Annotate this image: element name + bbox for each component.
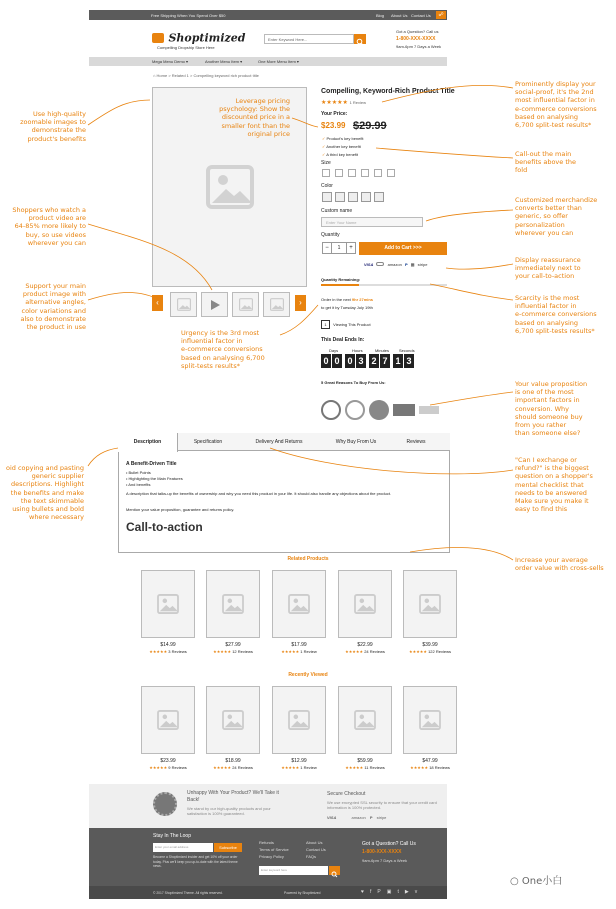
annotation-text: Increase your average order value with cross-sells: [515, 556, 604, 573]
description-bullet-3: • And benefits: [126, 482, 151, 487]
watermark: [510, 872, 562, 887]
arrow-zoom: [88, 100, 150, 125]
tab-specification[interactable]: Specification: [193, 439, 223, 445]
countdown-digit: 0: [345, 354, 355, 368]
description-heading: A Benefit-Driven Title: [126, 461, 177, 467]
product-price: $18.99: [225, 758, 241, 764]
quantity-remaining-label: Quantity Remaining:: [321, 277, 361, 282]
tab-description[interactable]: Description: [118, 433, 178, 452]
arrow-cross-sell: [410, 547, 513, 560]
product-price: $23.99: [160, 758, 176, 764]
countdown-digit: 3: [356, 354, 366, 368]
paypal-icon: P: [369, 815, 373, 820]
twitter-icon[interactable]: t: [397, 889, 399, 895]
delivery-countdown: 9hr 27mins: [351, 297, 374, 302]
product-review-count: 24 Reviews: [232, 765, 253, 770]
product-price: $47.99: [422, 758, 438, 764]
footer-link-contact[interactable]: Contact Us: [306, 847, 326, 852]
footer-link-terms[interactable]: Terms of Service: [259, 847, 289, 852]
review-count: 1 Review: [349, 100, 367, 105]
related-title: Related Products: [287, 556, 329, 562]
product-review-count: 24 Reviews: [364, 649, 385, 654]
footer-email-placeholder: Enter your email address: [155, 845, 189, 849]
secure-checkout-text: We use encrypted SSL security to ensure that your credit card information is 100% protected.: [327, 800, 437, 810]
product-review-count: 1 Review: [300, 765, 317, 770]
arrow-reassure: [446, 264, 513, 269]
secure-checkout-title: Secure Checkout: [327, 791, 366, 797]
check-icon: ✓: [322, 152, 326, 157]
product-title: Compelling, Keyword-Rich Product Title: [321, 88, 455, 95]
annotation-text: Your value proposition is one of the most important factors in conversion. Why should someone buy from you rather than someone else?: [515, 380, 588, 438]
wechat-icon: ○: [510, 876, 519, 887]
product-review-count: 3 Reviews: [168, 649, 187, 654]
heart-icon[interactable]: ♥: [361, 889, 364, 895]
qty-minus-button[interactable]: −: [322, 242, 332, 254]
size-label: Size: [321, 160, 331, 166]
footer-phone: 1-800-XXX-XXXX: [362, 849, 402, 855]
star-rating-icon: ★★★★★: [345, 649, 364, 654]
product-review-count: 11 Reviews: [364, 765, 385, 770]
annotation-text: Prominently display your social-proof, it's the 2nd most influential factor in e-commerce conversions based on analysing 6,700 split-test results*: [515, 80, 597, 130]
footer-search-placeholder: Enter keyword here: [261, 868, 288, 872]
star-rating-icon: ★★★★★: [409, 649, 427, 654]
product-price: $17.99: [291, 642, 307, 648]
star-rating-icon: ★★★★★: [281, 765, 300, 770]
delivery-date: to get it by Tuesday July 19th: [321, 305, 373, 310]
annotation-text: oid copying and pasting generic supplier descriptions. Highlight the benefits and make the text skimmable using bullets and bold where necessary: [5, 464, 84, 522]
logo-tagline: Compelling Dropship Store Here: [157, 45, 215, 50]
amazon-icon: amazon: [351, 815, 366, 820]
vimeo-icon[interactable]: v: [414, 889, 418, 895]
arrow-value-prop: [430, 392, 513, 405]
nav-item-mega-menu[interactable]: Mega Menu Demo ▾: [152, 59, 189, 64]
product-price: $39.99: [422, 642, 438, 648]
annotation-text: Shoppers who watch a product video are 64-85% more likely to buy, so use videos wherever you can: [12, 206, 86, 247]
countdown-seconds-label: Seconds: [399, 348, 415, 353]
tab-reviews[interactable]: Reviews: [406, 439, 426, 445]
header-phone: 1-800-XXX-XXXX: [396, 36, 436, 42]
thumb-next-button[interactable]: ›: [295, 295, 306, 311]
arrow-copy: [88, 448, 118, 466]
footer-link-privacy[interactable]: Privacy Policy: [259, 854, 284, 859]
stripe-icon: stripe: [376, 815, 387, 820]
qty-value[interactable]: 1: [332, 242, 346, 254]
annotation-text: Urgency is the 3rd most influential factor in e-commerce conversions based on analysing 6,700 split-tests results*: [181, 329, 265, 370]
arrow-pricing: [292, 118, 318, 127]
color-label: Color: [321, 183, 333, 189]
arrow-social-proof: [382, 85, 513, 102]
check-icon: ✓: [322, 144, 326, 149]
product-review-count: 1 Review: [300, 649, 317, 654]
countdown-days-label: Days: [329, 348, 339, 353]
countdown-hours-label: Hours: [352, 348, 363, 353]
paypal-icon: P: [404, 262, 408, 267]
reasons-label: 5 Great Reasons To Buy From Us:: [321, 380, 386, 385]
product-price: $12.99: [291, 758, 307, 764]
countdown-digit: 1: [393, 354, 403, 368]
breadcrumb-text: Home > Related 1 > Compelling keyword rich product title: [156, 73, 259, 78]
countdown-minutes-label: Minutes: [375, 348, 390, 353]
countdown-digit: 7: [380, 354, 390, 368]
stripe-icon: stripe: [417, 262, 428, 267]
check-icon: ✓: [322, 136, 326, 141]
benefit-2-text: Another key benefit: [326, 144, 361, 149]
tab-why-buy[interactable]: Why Buy From Us: [335, 439, 377, 445]
star-rating-icon: ★★★★★: [345, 765, 364, 770]
footer-loop-title: Stay In The Loop: [153, 833, 191, 839]
logo-text: Shoptimized: [168, 31, 246, 45]
benefit-1-text: Product's key benefit: [326, 136, 364, 141]
annotation-text: Customized merchandize converts better than generic, so offer personalization wherever you can: [515, 196, 598, 237]
product-price: $59.99: [357, 758, 373, 764]
countdown-digit: 0: [321, 354, 331, 368]
header-search-placeholder: Enter Keyword Here...: [268, 37, 308, 42]
quantity-label: Quantity: [321, 232, 340, 238]
star-rating-icon: ★★★★★: [281, 649, 300, 654]
thumb-prev-button[interactable]: ‹: [152, 295, 163, 311]
facebook-icon[interactable]: f: [369, 889, 372, 895]
annotation-text: Leverage pricing psychology: Show the discounted price in a smaller font than the original price: [219, 97, 290, 138]
countdown-digit: 3: [404, 354, 414, 368]
annotation-text: Display reassurance immediately next to your call-to-action: [515, 256, 581, 281]
annotation-text: Scarcity is the most influential factor in e-commerce conversions based on analysing 6,700 split-tests results*: [515, 294, 597, 335]
top-link-contact[interactable]: Contact Us: [411, 13, 431, 18]
call-to-action: Call-to-action: [126, 520, 203, 534]
annotation-text: "Can I exchange or refund?" is the biggest question on a shopper's mental checklist that needs to be answered Make sure you make it easy to find this: [515, 456, 593, 514]
star-rating-icon: ★★★★★: [213, 765, 232, 770]
arrow-alt-images: [88, 293, 160, 301]
annotation-text: Support your main product image with alternative angles, color variations and also to demonstrate the product in use: [20, 282, 86, 332]
home-icon: ⌂: [153, 73, 157, 78]
arrow-personal: [426, 210, 513, 221]
custom-name-placeholder: Enter Your Name: [326, 220, 357, 225]
product-price: $14.99: [160, 642, 176, 648]
annotation-text: Use high-quality zoomable images to demonstrate the product's benefits: [20, 110, 86, 143]
product-price: $22.99: [357, 642, 373, 648]
star-rating-icon: ★★★★★: [213, 649, 232, 654]
description-paragraph: A description that talks-up the benefits of ownership and why you need this product in your life. It should also handle any objections about the product.: [126, 491, 392, 496]
subscribe-button[interactable]: Subscribe: [214, 843, 242, 852]
nav-item-one-more[interactable]: One More Menu Item ▾: [258, 59, 299, 64]
description-bullet-1: • Bullet Points: [126, 470, 151, 475]
shipping-notice: Free Shipping When You Spend Over $50: [151, 13, 226, 18]
guarantee-text: We stand by our high-quality products and your satisfaction is 100% guaranteed.: [187, 806, 271, 816]
header-hours: 9am-6pm 7 Days a Week: [396, 44, 442, 49]
nav-item-another[interactable]: Another Menu Item ▾: [205, 59, 243, 64]
star-rating-icon: ★★★★★: [321, 100, 348, 106]
annotation-text: Call-out the main benefits above the fold: [515, 150, 577, 175]
product-price: $27.99: [225, 642, 241, 648]
original-price: $29.99: [353, 120, 387, 132]
your-price-label: Your Price:: [321, 111, 348, 117]
star-rating-icon: ★★★★★: [149, 765, 168, 770]
countdown-digit: 0: [332, 354, 342, 368]
cart-icon[interactable]: ☍: [436, 11, 446, 19]
footer-question: Got a Question? Call Us: [362, 841, 416, 847]
qty-plus-button[interactable]: +: [346, 242, 356, 254]
guarantee-title: Unhappy With Your Product? We'll Take it Back!: [187, 790, 279, 803]
viewing-count: 1: [321, 320, 330, 329]
pinterest-icon[interactable]: P: [377, 889, 381, 895]
sale-price: $23.99: [321, 121, 346, 130]
watermark-text: One小白: [521, 876, 563, 887]
product-review-count: 9 Reviews: [168, 765, 187, 770]
top-link-blog[interactable]: Blog: [376, 13, 385, 18]
footer-link-refunds[interactable]: Refunds: [259, 840, 274, 845]
description-guarantee: Mention your value proposition, guarantee and returns policy.: [126, 507, 235, 512]
viewing-text: Viewing This Product: [333, 322, 371, 327]
arrow-urgency: [280, 305, 318, 335]
custom-name-label: Custom name: [321, 208, 353, 214]
footer-link-about[interactable]: About Us: [306, 840, 323, 845]
header-question: Got a Question? Call us: [396, 29, 439, 34]
countdown-digit: 2: [369, 354, 379, 368]
arrow-benefits: [376, 148, 513, 158]
benefit-3-text: A third key benefit: [326, 152, 359, 157]
footer-link-faqs[interactable]: FAQs: [306, 854, 317, 859]
lock-icon: ▩: [410, 262, 415, 267]
deal-ends-label: This Deal Ends In:: [321, 337, 365, 343]
recent-title: Recently Viewed: [288, 672, 328, 678]
delivery-text: Order in the next: [321, 297, 352, 302]
footer-powered: Powered by Shoptimized: [284, 891, 321, 895]
visa-icon: VISA: [327, 815, 337, 820]
visa-icon: VISA: [364, 262, 374, 267]
product-review-count: 122 Reviews: [428, 649, 451, 654]
footer-hours: 9am-6pm 7 Days a Week: [362, 858, 408, 863]
amazon-icon: amazon: [387, 262, 402, 267]
add-to-cart-button[interactable]: Add to Cart >>>: [359, 242, 447, 255]
description-bullet-2: • Highlighting the Main Features: [126, 476, 183, 481]
arrow-exchange: [270, 448, 513, 474]
star-rating-icon: ★★★★★: [410, 765, 429, 770]
footer-loop-text: Become a Shoptimized insider and get 10% off your order today. Plus we'll keep you up-to-date with the latest theme news.: [153, 855, 238, 868]
arrow-video: [88, 224, 212, 290]
arrow-scarcity: [430, 284, 513, 300]
top-link-about[interactable]: About Us: [391, 13, 408, 18]
product-review-count: 18 Reviews: [429, 765, 450, 770]
star-rating-icon: ★★★★★: [149, 649, 168, 654]
instagram-icon[interactable]: ▣: [386, 889, 392, 895]
youtube-icon[interactable]: ▶: [404, 889, 409, 895]
product-review-count: 12 Reviews: [232, 649, 253, 654]
footer-copyright: © 2017 Shoptimized Theme. All rights reserved.: [153, 891, 223, 895]
tab-delivery-returns[interactable]: Delivery And Returns: [255, 439, 303, 445]
